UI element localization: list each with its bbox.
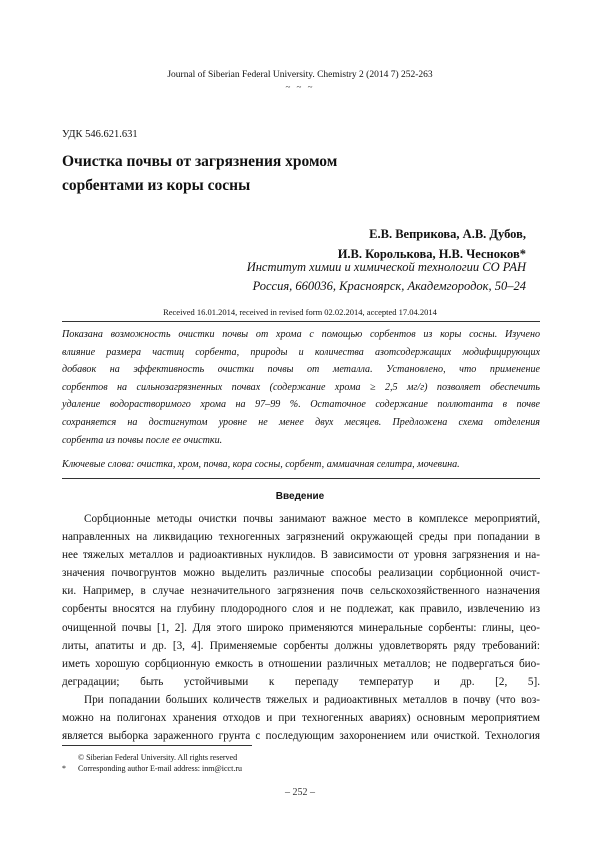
abstract xyxy=(62,326,540,449)
body-line: ки. Например, в случае незначительного загрязнения почв сельскохозяйственного назначения xyxy=(62,585,540,598)
page-number: – 252 – xyxy=(285,787,315,798)
body-line: является выборка зараженного грунта с последующим захоронением или очисткой. Технология xyxy=(62,730,540,743)
affiliation-line: Россия, 660036, Красноярск, Академгородок, 50–24 xyxy=(252,279,526,293)
body-line: литы, апатиты и др. [3, 4]. Применяемые сорбенты должны удовлетворять ряду требований: xyxy=(62,639,540,652)
abstract-line: влияние размера частиц сорбента, природы и количества азотсодержащих модифицирующих xyxy=(62,346,540,358)
affiliation-line: Институт химии и химической технологии СО РАН xyxy=(246,260,526,274)
abstract-line: удаление водорастворимого хрома на 97–99 %. Остаточное содержание поллютанта в почве xyxy=(62,399,540,411)
abstract-top-rule xyxy=(62,321,540,322)
udk-code: УДК 546.621.631 xyxy=(62,129,138,140)
body-line: сорбенты вносятся на глубину плодородного слоя и не подлежат, как правило, извлечению из xyxy=(62,603,540,616)
body-line: Сорбционные методы очистки почвы занимают важное место в комплексе мероприятий, xyxy=(84,513,540,525)
abstract-line: сохраняется на достигнутом уровне не менее двух месяцев. Предложена схема отделения xyxy=(62,416,540,428)
title-line: Очистка почвы от загрязнения хромом xyxy=(62,153,338,170)
received-dates: Received 16.01.2014, received in revised form 02.02.2014, accepted 17.04.2014 xyxy=(163,307,437,317)
body-line: очищенной почвы [1, 2]. Для этого широко применяются минеральные сорбенты: глины, цео- xyxy=(62,621,540,634)
keywords: Ключевые слова: очистка, хром, почва, кора сосны, сорбент, аммиачная селитра, мочевина. xyxy=(62,459,460,470)
section-title: Введение xyxy=(275,491,325,502)
abstract-line: добавок на эффективность очистки почвы от металла. Установлено, что применение xyxy=(62,364,540,376)
abstract-line: Показана возможность очистки почвы от хрома с помощью сорбентов из коры сосны. Изучено xyxy=(62,329,540,340)
body-line: направленных на ликвидацию техногенных загрязнений окружающей среды при попадании в xyxy=(62,531,540,544)
title-line: сорбентами из коры сосны xyxy=(62,177,251,194)
body-line: деградации; быть устойчивыми к перепаду температур и др. [2, 5]. xyxy=(62,675,540,688)
body-line: иметь хорошую сорбционную емкость в отношении различных металлов; не подвергаться био- xyxy=(62,657,540,670)
body-text xyxy=(62,510,540,745)
header-separator: ~ ~ ~ xyxy=(285,82,315,92)
journal-header: Journal of Siberian Federal University. Chemistry 2 (2014 7) 252-263 xyxy=(167,70,433,80)
authors-line: Е.В. Веприкова, А.В. Дубов, xyxy=(369,227,526,241)
footnote-rule xyxy=(62,745,252,746)
keywords-bottom-rule xyxy=(62,478,540,479)
article-title xyxy=(62,150,462,198)
abstract-line: сорбентов на сильнозагрязненных почвах (содержание хрома ≥ 2,5 мг/г) позволяет обеспечить xyxy=(62,381,540,393)
abstract-line: сорбента из почвы после ее очистки. xyxy=(62,434,223,446)
footnotes xyxy=(62,752,242,774)
body-line: можно на полигонах хранения отходов и при техногенных авариях) основным мероприятием xyxy=(62,712,540,725)
body-line: нее тяжелых металлов и радиоактивных нуклидов. В зависимости от уровня загрязнения и на- xyxy=(62,549,540,562)
footnote-copyright: © Siberian Federal University. All rights reserved xyxy=(78,753,238,762)
body-line: При попадании больших количеств тяжелых и радиоактивных металлов в почву (что воз- xyxy=(84,693,540,706)
affiliation xyxy=(247,258,526,296)
authors-line: И.В. Королькова, Н.В. Чесноков* xyxy=(337,247,526,261)
body-line: значения почвогрунтов можно выделить различные способы реализации сорбционной очист- xyxy=(62,567,540,580)
footnote-corresponding-author: * Corresponding author E-mail address: inm@icct.ru xyxy=(62,764,242,773)
